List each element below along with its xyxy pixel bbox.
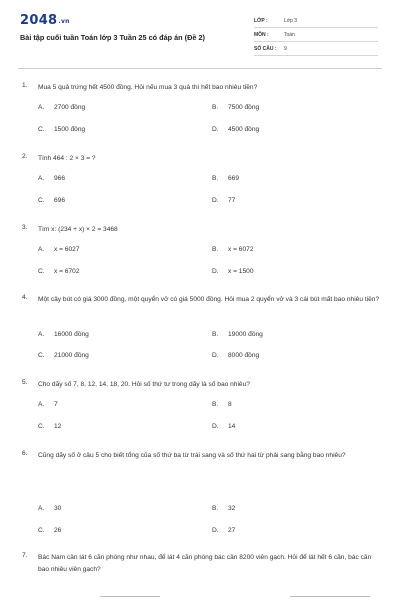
- option-text: x = 6702: [54, 268, 80, 275]
- option-c[interactable]: [38, 197, 65, 204]
- option-b[interactable]: [212, 246, 253, 253]
- option-b[interactable]: [212, 175, 239, 182]
- option-letter: D.: [212, 268, 219, 275]
- option-d[interactable]: [212, 423, 235, 430]
- option-letter: C.: [38, 197, 45, 204]
- option-d[interactable]: [212, 527, 235, 534]
- question-number: 1.: [22, 82, 28, 89]
- option-text: 19000 đồng: [228, 331, 263, 338]
- option-letter: C.: [38, 527, 45, 534]
- option-a[interactable]: [38, 331, 89, 338]
- option-text: 669: [228, 175, 240, 182]
- page-title: Bài tập cuối tuần Toán lớp 3 Tuần 25 có đáp án (Đề 2): [20, 33, 205, 42]
- option-letter: D.: [212, 352, 219, 359]
- option-d[interactable]: [212, 126, 259, 133]
- option-letter: C.: [38, 268, 45, 275]
- option-letter: C.: [38, 423, 45, 430]
- option-text: 12: [54, 423, 62, 430]
- option-text: 1500 đồng: [54, 126, 86, 133]
- option-text: 8: [228, 401, 232, 408]
- question-number: 6.: [22, 450, 28, 457]
- question-number: 2.: [22, 153, 28, 160]
- question-text: Tính 464 : 2 × 3 = ?: [38, 155, 96, 162]
- site-logo[interactable]: [20, 13, 70, 28]
- option-text: 7500 đồng: [228, 104, 260, 111]
- option-letter: C.: [38, 126, 45, 133]
- question-text: Một cây bút có giá 3000 đồng, một quyển vở có giá 5000 đồng. Hỏi mua 2 quyển vở và 3 cái bút mất bao nhiêu tiền?: [38, 296, 380, 303]
- option-text: 26: [54, 527, 62, 534]
- logo-text: 2048: [20, 13, 58, 28]
- option-b[interactable]: [212, 401, 232, 408]
- option-text: 27: [228, 527, 236, 534]
- option-c[interactable]: [38, 352, 89, 359]
- option-letter: B.: [212, 505, 219, 512]
- option-a[interactable]: [38, 175, 65, 182]
- option-text: x = 6072: [228, 246, 254, 253]
- question-text: Tìm x: (234 + x) × 2 = 3468: [38, 226, 118, 233]
- option-letter: D.: [212, 126, 219, 133]
- option-letter: D.: [212, 197, 219, 204]
- option-text: 696: [54, 197, 66, 204]
- answer-line: [100, 596, 160, 597]
- option-text: 966: [54, 175, 66, 182]
- option-text: 32: [228, 505, 236, 512]
- option-letter: B.: [212, 331, 219, 338]
- option-letter: B.: [212, 401, 219, 408]
- option-text: x = 1500: [228, 268, 254, 275]
- option-text: 2700 đồng: [54, 104, 86, 111]
- meta-value: 9: [284, 46, 287, 52]
- meta-value: Toán: [284, 32, 295, 38]
- option-text: x = 6027: [54, 246, 80, 253]
- meta-subject: [254, 31, 378, 42]
- option-d[interactable]: [212, 197, 235, 204]
- option-letter: D.: [212, 423, 219, 430]
- option-b[interactable]: [212, 104, 259, 111]
- question-text: Cho dãy số 7, 8, 12, 14, 18, 20. Hỏi số thứ tư trong dãy là số bao nhiêu?: [38, 381, 250, 388]
- logo-tld: .vn: [58, 18, 70, 25]
- option-letter: A.: [38, 104, 45, 111]
- meta-label: SỐ CÂU :: [254, 46, 277, 52]
- question-number: 7.: [22, 552, 28, 559]
- option-text: 14: [228, 423, 236, 430]
- option-text: 8000 đồng: [228, 352, 260, 359]
- meta-label: MÔN :: [254, 32, 269, 38]
- document-header: [0, 0, 400, 62]
- option-letter: A.: [38, 331, 45, 338]
- option-letter: C.: [38, 352, 45, 359]
- option-letter: A.: [38, 246, 45, 253]
- option-c[interactable]: [38, 268, 79, 275]
- option-text: 30: [54, 505, 62, 512]
- option-text: 21000 đồng: [54, 352, 89, 359]
- option-letter: B.: [212, 104, 219, 111]
- option-text: 16000 đồng: [54, 331, 89, 338]
- question-text: Cũng dãy số ở câu 5 cho biết tổng của số thứ ba từ trái sang và số thứ hai từ phải sang bằng bao nhiêu?: [38, 452, 346, 459]
- question-number: 4.: [22, 294, 28, 301]
- option-d[interactable]: [212, 352, 259, 359]
- option-c[interactable]: [38, 126, 85, 133]
- option-letter: A.: [38, 175, 45, 182]
- header-divider: [18, 68, 382, 69]
- option-text: 77: [228, 197, 236, 204]
- option-b[interactable]: [212, 331, 263, 338]
- question-text: Mua 5 quả trứng hết 4500 đồng. Hỏi nếu mua 3 quả thì hết bao nhiêu tiền?: [38, 84, 258, 91]
- meta-label: LỚP :: [254, 18, 268, 24]
- option-a[interactable]: [38, 104, 85, 111]
- option-letter: D.: [212, 527, 219, 534]
- option-c[interactable]: [38, 527, 61, 534]
- option-a[interactable]: [38, 246, 79, 253]
- question-number: 5.: [22, 379, 28, 386]
- option-text: 4500 đồng: [228, 126, 260, 133]
- option-letter: A.: [38, 401, 45, 408]
- option-letter: A.: [38, 505, 45, 512]
- option-a[interactable]: [38, 505, 61, 512]
- option-c[interactable]: [38, 423, 61, 430]
- option-letter: B.: [212, 175, 219, 182]
- option-a[interactable]: [38, 401, 58, 408]
- option-d[interactable]: [212, 268, 253, 275]
- answer-line: [290, 596, 370, 597]
- meta-value: Lớp 3: [284, 18, 298, 24]
- question-number: 3.: [22, 224, 28, 231]
- meta-question-count: [254, 45, 378, 56]
- option-letter: B.: [212, 246, 219, 253]
- meta-class: [254, 17, 378, 28]
- question-text: Bác Nam cần lát 6 căn phòng như nhau, để lát 4 căn phòng bác cần 8200 viên gạch. Hỏi để lát hết 6 căn, bác cần bao nhiêu viên gạch?: [38, 554, 372, 573]
- option-text: 7: [54, 401, 58, 408]
- option-b[interactable]: [212, 505, 235, 512]
